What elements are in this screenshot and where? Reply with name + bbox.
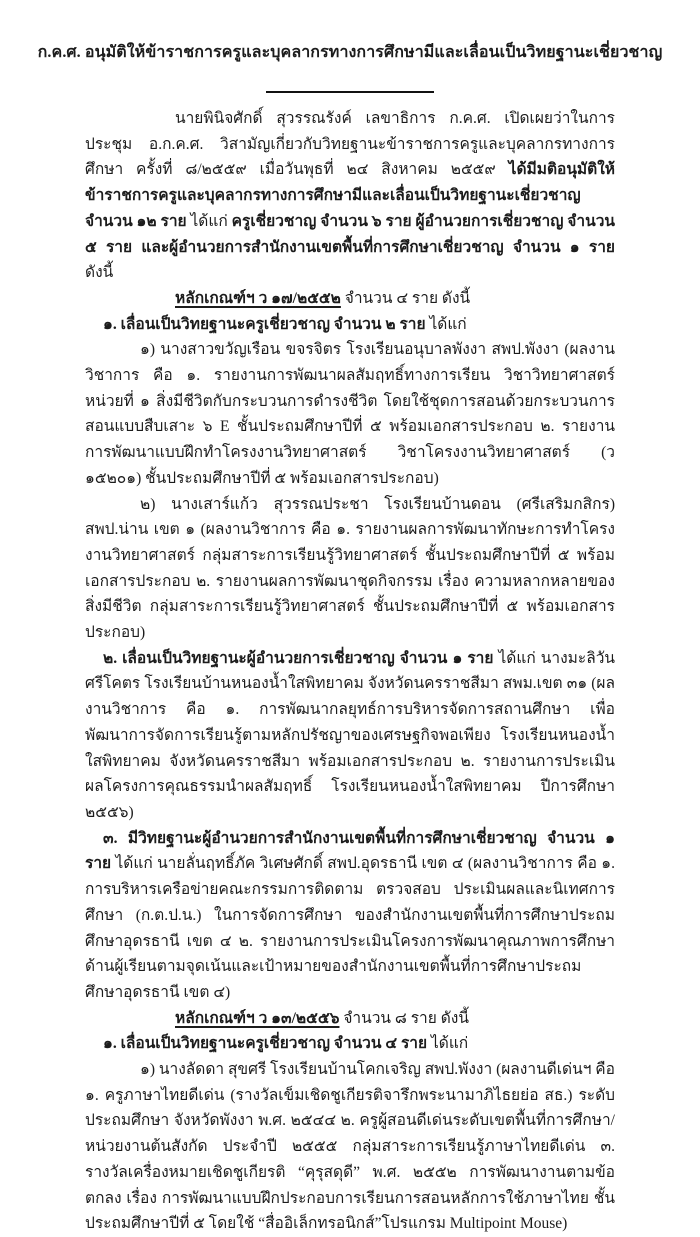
- text-run: หลักเกณฑ์ฯ ว ๑๗/๒๕๕๒: [175, 289, 341, 307]
- text-run: ได้แก่ นางมะลิวัน ศรีโคตร โรงเรียนบ้านหนองน้ำใสพิทยาคม จังหวัดนครราชสีมา สพม.เขต ๓๑ (ผลงานวิชาการ คือ ๑. การพัฒนากลยุทธ์การบริหารจัดการสถานศึกษา เพื่อพัฒนาการจัดการเรียนรู้ตามหลักปรัชญาของเศรษฐกิจพอเพียง โรงเรียนหนองน้ำใสพิทยาคม จังหวัดนครราชสีมา พร้อมเอกสารประกอบ ๒. รายงานการประเมินผลโครงการคุณธรรมนำผลสัมฤทธิ์ โรงเรียนหนองน้ำใสพิทยาคม ปีการศึกษา ๒๕๕๖): [85, 649, 615, 821]
- sub-item-1b: [85, 1057, 615, 1237]
- item-1b-teacher-expert: [85, 1031, 615, 1057]
- text-run: ๒) นางเสาร์แก้ว สุวรรณประชา โรงเรียนบ้านดอน (ศรีเสริมกสิกร) สพป.น่าน เขต ๑ (ผลงานวิชาการ คือ ๑. รายงานผลการพัฒนาทักษะการทำโครงงานวิทยาศาสตร์ กลุ่มสาระการเรียนรู้วิทยาศาสตร์ ชั้นประถมศึกษาปีที่ ๕ พร้อมเอกสารประกอบ ๒. รายงานผลการพัฒนาชุดกิจกรรม เรื่อง ความหลากหลายของสิ่งมีชีวิต กลุ่มสาระการเรียนรู้วิทยาศาสตร์ ชั้นประถมศึกษาปีที่ ๕ พร้อมเอกสารประกอบ): [85, 495, 615, 642]
- document-title: ก.ค.ศ. อนุมัติให้ข้าราชการครูและบุคลากรทางการศึกษามีและเลื่อนเป็นวิทยฐานะเชี่ยวชาญ: [37, 44, 663, 61]
- text-run: หลักเกณฑ์ฯ ว ๑๓/๒๕๕๖: [175, 1009, 340, 1027]
- text-run: ๑) นางสาวขวัญเรือน ขจรจิตร โรงเรียนอนุบาลพังงา สพป.พังงา (ผลงานวิชาการ คือ ๑. รายงานการพัฒนาผลสัมฤทธิ์ทางการเรียน วิชาวิทยาศาสตร์ หน่วยที่ ๑ สิ่งมีชีวิตกับกระบวนการดำรงชีวิต โดยใช้ชุดการสอนด้วยกระบวนการสอนแบบสืบเสาะ ๖ E ชั้นประถมศึกษาปีที่ ๕ พร้อมเอกสารประกอบ ๒. รายงานการพัฒนาแบบฝึกทำโครงงานวิทยาศาสตร์ วิชาโครงงานวิทยาศาสตร์ (ว ๑๕๒๐๑) ชั้นประถมศึกษาปีที่ ๕ พร้อมเอกสารประกอบ): [85, 341, 615, 487]
- criteria-heading-2: [85, 1006, 615, 1032]
- text-run: ๑. เลื่อนเป็นวิทยฐานะครูเชี่ยวชาญ จำนวน ๔ ราย: [103, 1035, 431, 1053]
- item-3-area-director-expert: [85, 826, 615, 1006]
- text-run: ๒. เลื่อนเป็นวิทยฐานะผู้อำนวยการเชี่ยวชาญ จำนวน ๑ ราย: [103, 649, 499, 667]
- text-run: ได้แก่: [430, 1035, 469, 1053]
- text-run: ได้มีมติอนุมัติให้ข้าราชการครูและบุคลากรทางการศึกษามีและเลื่อนเป็นวิทยฐานะเชี่ยวชาญ จำนวน ๑๒ ราย: [85, 161, 615, 230]
- text-run: ได้แก่: [429, 315, 467, 333]
- text-run: ได้แก่ นายลั่นฤทธิ์ภัค วิเศษศักดิ์ สพป.อุดรธานี เขต ๔ (ผลงานวิชาการ คือ ๑. การบริหารเครือข่ายคณะกรรมการติดตาม ตรวจสอบ ประเมินผลและนิเทศการศึกษา (ก.ต.ป.น.) ในการจัดการศึกษา ของสำนักงานเขตพื้นที่การศึกษาประถมศึกษาอุดรธานี เขต ๔ ๒. รายงานการประเมินโครงการพัฒนาคุณภาพการศึกษาด้านผู้เรียนตามจุดเน้นและเป้าหมายของสำนักงานเขตพื้นที่การศึกษาประถมศึกษาอุดรธานี เขต ๔): [85, 855, 615, 1001]
- item-2-director-expert: [85, 646, 615, 826]
- text-run: ๓. มีวิทยฐานะผู้อำนวยการสำนักงานเขตพื้นที่การศึกษาเชี่ยวชาญ จำนวน ๑ ราย: [85, 829, 615, 873]
- text-run: ดังนี้: [85, 264, 114, 282]
- text-run: ๑. เลื่อนเป็นวิทยฐานะครูเชี่ยวชาญ จำนวน ๒ ราย: [103, 315, 430, 333]
- criteria-heading-1: [85, 286, 615, 312]
- item-1-teacher-expert: [85, 312, 615, 338]
- title-divider: [266, 91, 434, 93]
- sub-item-2: [85, 492, 615, 646]
- sub-item-1: [85, 337, 615, 491]
- text-run: จำนวน ๔ ราย ดังนี้: [340, 289, 471, 307]
- text-run: นายพินิจศักดิ์ สุวรรณรังค์ เลขาธิการ ก.ค.ศ. เปิดเผยว่าในการประชุม อ.ก.ค.ศ. วิสามัญเกี่ยวกับวิทยฐานะข้าราชการครูและบุคลากรทางการศึกษา ครั้งที่ ๘/๒๕๕๙ เมื่อวันพุธที่ ๒๔ สิงหาคม ๒๕๕๙: [85, 110, 615, 179]
- document-body: [85, 106, 615, 1237]
- text-run: ครูเชี่ยวชาญ จำนวน ๖ ราย ผู้อำนวยการเชี่ยวชาญ จำนวน ๕ ราย และผู้อำนวยการสำนักงานเขตพื้นที่การศึกษาเชี่ยวชาญ จำนวน ๑ ราย: [85, 212, 615, 256]
- text-run: ๑) นางลัดดา สุขศรี โรงเรียนบ้านโคกเจริญ สพป.พังงา (ผลงานดีเด่นฯ คือ ๑. ครูภาษาไทยดีเด่น (รางวัลเข็มเชิดชูเกียรติจารึกพระนามาภิไธยย่อ สธ.) ระดับประถมศึกษา จังหวัดพังงา พ.ศ. ๒๕๔๔ ๒. ครูผู้สอนดีเด่นระดับเขตพื้นที่การศึกษา/หน่วยงานต้นสังกัด ประจำปี ๒๕๕๕ กลุ่มสาระการเรียนรู้ภาษาไทยดีเด่น ๓. รางวัลเครื่องหมายเชิดชูเกียรติ “คุรุสดุดี” พ.ศ. ๒๕๕๒ การพัฒนางานตามข้อตกลง เรื่อง การพัฒนาแบบฝึกประกอบการเรียนการสอนหลักการใช้ภาษาไทย ชั้นประถมศึกษาปีที่ ๕ โดยใช้ “สื่ออิเล็กทรอนิกส์”โปรแกรม Multipoint Mouse): [85, 1061, 615, 1233]
- intro-paragraph: [85, 106, 615, 286]
- text-run: จำนวน ๘ ราย ดังนี้: [339, 1009, 469, 1027]
- text-run: ได้แก่: [190, 212, 232, 230]
